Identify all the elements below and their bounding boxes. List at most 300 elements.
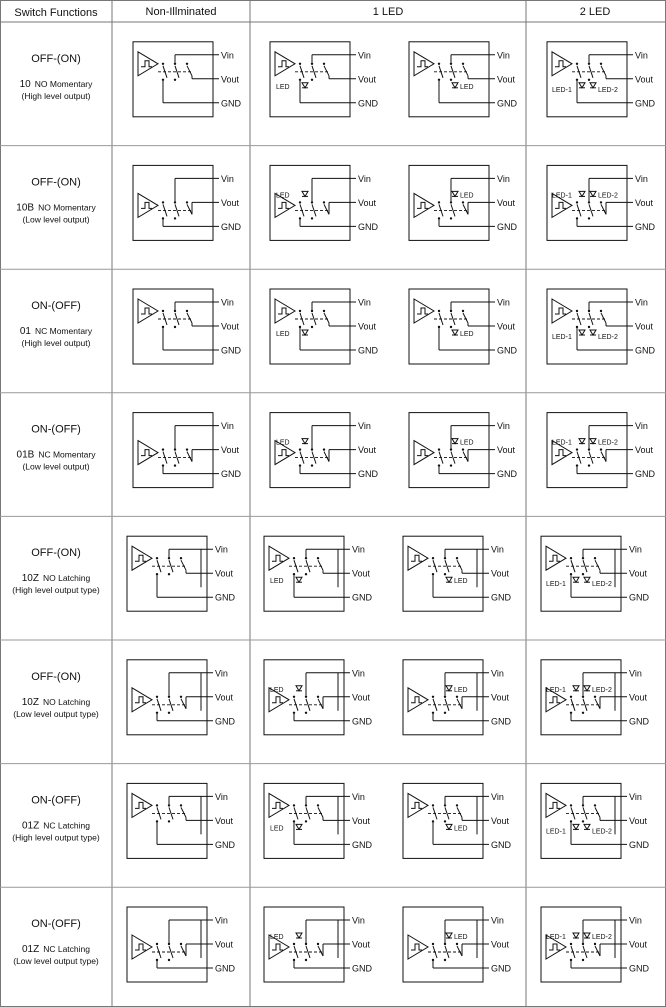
led-diode-icon (579, 330, 585, 335)
gnd-label: GND (497, 98, 517, 109)
contact-dot (432, 959, 434, 961)
wiring-diagram (409, 289, 518, 364)
contact-dot (432, 573, 434, 575)
contact-dot (588, 79, 590, 81)
gnd-label: GND (221, 469, 241, 480)
wiring-diagram (270, 413, 379, 488)
switch-type: NO Momentary (34, 78, 93, 89)
led-label: LED (276, 439, 290, 447)
vin-label: Vin (221, 173, 234, 184)
pulse-icon (278, 202, 289, 208)
pulse-icon (411, 944, 422, 950)
switch-blade (187, 452, 192, 462)
wiring-diagram (133, 413, 242, 488)
wiring-diagram (409, 42, 518, 117)
vin-label: Vin (352, 544, 365, 555)
contact-dot (162, 310, 164, 312)
switch-blade (595, 699, 600, 709)
switch-function-label: OFF-(ON) (31, 176, 81, 189)
driver-triangle-icon (414, 441, 434, 465)
switch-type-label (17, 450, 97, 461)
contact-dot (588, 464, 590, 466)
led-label: LED (270, 686, 284, 694)
driver-triangle-icon (132, 546, 152, 570)
gnd-label: GND (221, 345, 241, 356)
contact-dot (450, 310, 452, 312)
contact-dot (305, 943, 307, 945)
wiring-diagram (133, 165, 242, 240)
switch-type: NO Latching (42, 696, 91, 707)
switch-blade (187, 313, 192, 323)
led-label: LED (276, 192, 290, 200)
pulse-icon (411, 802, 422, 808)
switch-function-label: ON-(OFF) (31, 423, 81, 436)
output-level-label: (High level output) (21, 90, 91, 101)
led-label: LED (270, 825, 284, 833)
driver-triangle-icon (132, 688, 152, 712)
switch-function-label: OFF-(ON) (31, 670, 81, 683)
led-label: LED-2 (598, 86, 618, 94)
contact-dot (311, 310, 313, 312)
contact-dot (450, 326, 452, 328)
led-diode-icon (584, 933, 590, 938)
wiring-diagram (127, 907, 236, 982)
contact-dot (462, 63, 464, 65)
vin-label: Vin (352, 668, 365, 679)
vout-label: Vout (497, 321, 516, 332)
switch-type-label (20, 79, 93, 90)
pulse-icon (417, 450, 428, 456)
pulse-icon (272, 944, 283, 950)
contact-dot (444, 804, 446, 806)
switch-blade (324, 66, 329, 76)
led-diode-icon (590, 191, 596, 196)
contact-dot (156, 696, 158, 698)
contact-dot (162, 464, 164, 466)
wiring-diagram (547, 42, 656, 117)
switch-function-label: ON-(OFF) (31, 794, 81, 807)
contact-dot (444, 557, 446, 559)
vin-label: Vin (491, 544, 504, 555)
output-level-label: (Low level output) (22, 461, 90, 472)
led-label: LED-1 (552, 334, 572, 341)
pulse-icon (417, 61, 428, 67)
contact-dot (186, 448, 188, 450)
contact-dot (305, 696, 307, 698)
pulse-icon (278, 61, 289, 67)
switch-type-label (22, 573, 91, 584)
wiring-diagram (270, 42, 379, 117)
led-diode-icon (584, 824, 590, 829)
contact-dot (438, 217, 440, 219)
switch-blade (457, 699, 462, 709)
contact-dot (180, 943, 182, 945)
contact-dot (588, 63, 590, 65)
gnd-label: GND (215, 839, 235, 850)
header-row (14, 6, 610, 19)
led-diode-icon (302, 439, 308, 444)
vin-label: Vin (491, 668, 504, 679)
led-label: LED (460, 331, 474, 338)
contact-dot (311, 201, 313, 203)
driver-triangle-icon (552, 52, 572, 76)
vin-label: Vin (491, 915, 504, 926)
vin-label: Vin (491, 791, 504, 802)
led-label: LED-2 (598, 192, 618, 200)
contact-dot (588, 201, 590, 203)
driver-triangle-icon (132, 935, 152, 959)
driver-triangle-icon (414, 52, 434, 76)
vin-label: Vin (629, 668, 642, 679)
led-diode-icon (584, 577, 590, 582)
contact-dot (438, 326, 440, 328)
vin-label: Vin (497, 421, 510, 432)
contact-dot (432, 557, 434, 559)
wiring-diagram (541, 660, 650, 735)
switch-blade (324, 313, 329, 323)
contact-dot (594, 557, 596, 559)
gnd-label: GND (358, 221, 378, 232)
vin-label: Vin (352, 915, 365, 926)
contact-dot (323, 448, 325, 450)
driver-triangle-icon (546, 793, 566, 817)
led-label: LED-2 (592, 686, 612, 694)
led-diode-icon (584, 686, 590, 691)
switch-blade (601, 313, 606, 323)
output-level-label: (High level output type) (12, 585, 100, 596)
switch-type-label (16, 202, 96, 213)
led-diode-icon (446, 933, 452, 938)
contact-dot (305, 820, 307, 822)
driver-triangle-icon (275, 299, 295, 323)
vout-label: Vout (629, 692, 648, 703)
contact-dot (174, 448, 176, 450)
contact-dot (293, 573, 295, 575)
contact-dot (156, 573, 158, 575)
vout-label: Vout (491, 939, 510, 950)
contact-dot (186, 310, 188, 312)
contact-dot (594, 804, 596, 806)
contact-dot (450, 217, 452, 219)
wiring-diagram (541, 536, 650, 611)
vout-label: Vout (352, 815, 371, 826)
switch-blade (463, 452, 468, 462)
gnd-label: GND (352, 963, 372, 974)
led-label: LED (460, 192, 474, 200)
pulse-icon (272, 802, 283, 808)
switch-code: 01B (16, 449, 35, 461)
switch-blade (181, 807, 186, 817)
vin-label: Vin (215, 915, 228, 926)
table-row (13, 660, 649, 735)
contact-dot (444, 712, 446, 714)
led-diode-icon (573, 577, 579, 582)
vout-label: Vout (358, 74, 377, 85)
led-label: LED-1 (552, 192, 572, 200)
switch-blade (181, 699, 186, 709)
driver-triangle-icon (414, 193, 434, 217)
gnd-label: GND (352, 716, 372, 727)
contact-dot (600, 201, 602, 203)
led-diode-icon (302, 330, 308, 335)
vout-label: Vout (491, 692, 510, 703)
switch-blade (318, 807, 323, 817)
gnd-label: GND (629, 839, 649, 850)
contact-dot (432, 712, 434, 714)
led-label: LED (460, 439, 474, 447)
contact-dot (570, 943, 572, 945)
gnd-label: GND (635, 221, 655, 232)
contact-dot (594, 943, 596, 945)
contact-dot (168, 712, 170, 714)
contact-dot (293, 696, 295, 698)
led-label: LED (270, 578, 284, 586)
contact-dot (186, 201, 188, 203)
header-two-led: 2 LED (579, 6, 611, 18)
contact-dot (456, 943, 458, 945)
pulse-icon (135, 697, 146, 703)
pulse-icon (555, 202, 566, 208)
led-diode-icon (590, 330, 596, 335)
led-diode-icon (579, 83, 585, 88)
gnd-label: GND (352, 592, 372, 603)
gnd-label: GND (497, 221, 517, 232)
switch-code: 01Z (21, 820, 40, 832)
vout-label: Vout (352, 568, 371, 579)
switch-type-label (22, 697, 91, 708)
wiring-diagram (270, 165, 379, 240)
contact-dot (432, 820, 434, 822)
pulse-icon (549, 944, 560, 950)
pulse-icon (135, 555, 146, 561)
wiring-diagram (264, 660, 373, 735)
contact-dot (576, 448, 578, 450)
vin-label: Vin (635, 173, 648, 184)
vout-label: Vout (215, 939, 234, 950)
switch-blade (463, 66, 468, 76)
led-diode-icon (452, 330, 458, 335)
vout-label: Vout (221, 197, 240, 208)
vin-label: Vin (221, 297, 234, 308)
switch-blade (324, 204, 329, 214)
pulse-icon (411, 697, 422, 703)
contact-dot (299, 326, 301, 328)
vin-label: Vin (497, 173, 510, 184)
contact-dot (168, 820, 170, 822)
contact-dot (582, 959, 584, 961)
led-diode-icon (590, 83, 596, 88)
contact-dot (570, 959, 572, 961)
switch-code: 10Z (21, 696, 39, 708)
contact-dot (311, 79, 313, 81)
switch-blade (463, 204, 468, 214)
switch-blade (181, 946, 186, 956)
switch-type-label (20, 326, 93, 337)
contact-dot (444, 820, 446, 822)
driver-triangle-icon (408, 935, 428, 959)
contact-dot (305, 557, 307, 559)
contact-dot (293, 712, 295, 714)
led-label: LED-1 (546, 686, 566, 694)
wiring-diagram (133, 42, 242, 117)
vin-label: Vin (358, 173, 371, 184)
driver-triangle-icon (414, 299, 434, 323)
contact-dot (168, 943, 170, 945)
wiring-diagram (270, 289, 379, 364)
wiring-diagram (133, 289, 242, 364)
switch-blade (187, 204, 192, 214)
driver-triangle-icon (408, 688, 428, 712)
vin-label: Vin (221, 50, 234, 61)
contact-dot (438, 63, 440, 65)
vin-label: Vin (358, 421, 371, 432)
contact-dot (594, 696, 596, 698)
contact-dot (168, 959, 170, 961)
vout-label: Vout (629, 815, 648, 826)
contact-dot (162, 201, 164, 203)
contact-dot (582, 573, 584, 575)
driver-triangle-icon (138, 299, 158, 323)
vin-label: Vin (629, 915, 642, 926)
contact-dot (582, 712, 584, 714)
contact-dot (299, 201, 301, 203)
contact-dot (299, 310, 301, 312)
header-switch-functions: Switch Functions (14, 7, 98, 19)
contact-dot (174, 79, 176, 81)
contact-dot (576, 217, 578, 219)
switch-blade (187, 66, 192, 76)
contact-dot (582, 696, 584, 698)
led-label: LED (270, 934, 284, 941)
led-diode-icon (296, 824, 302, 829)
switch-function-label: OFF-(ON) (31, 52, 81, 65)
pulse-icon (141, 202, 152, 208)
table-row (12, 536, 649, 611)
switch-blade (457, 807, 462, 817)
contact-dot (293, 557, 295, 559)
wiring-diagram (409, 413, 518, 488)
led-diode-icon (573, 686, 579, 691)
output-level-label: (High level output type) (12, 832, 100, 843)
contact-dot (180, 696, 182, 698)
contact-dot (293, 820, 295, 822)
contact-dot (305, 573, 307, 575)
pulse-icon (417, 202, 428, 208)
contact-dot (317, 804, 319, 806)
header-one-led: 1 LED (372, 6, 404, 18)
switch-type-label (22, 944, 90, 955)
pulse-icon (555, 308, 566, 314)
wiring-diagram (547, 413, 656, 488)
contact-dot (576, 63, 578, 65)
contact-dot (162, 79, 164, 81)
contact-dot (570, 557, 572, 559)
vout-label: Vout (635, 74, 654, 85)
switch-type: NC Momentary (34, 326, 93, 336)
contact-dot (576, 201, 578, 203)
contact-dot (299, 448, 301, 450)
contact-dot (156, 959, 158, 961)
switch-type: NO Momentary (38, 202, 96, 213)
switch-code: 10B (16, 202, 35, 214)
gnd-label: GND (497, 345, 517, 356)
contact-dot (462, 310, 464, 312)
contact-dot (444, 959, 446, 961)
vout-label: Vout (497, 74, 516, 85)
led-label: LED-2 (598, 334, 618, 341)
wiring-diagram (403, 907, 512, 982)
switch-blade (595, 946, 600, 956)
contact-dot (576, 326, 578, 328)
contact-dot (162, 63, 164, 65)
switch-code: 10 (19, 78, 31, 90)
contact-dot (444, 696, 446, 698)
wiring-diagram (547, 289, 656, 364)
contact-dot (299, 217, 301, 219)
switch-blade (318, 560, 323, 570)
contact-dot (432, 804, 434, 806)
led-label: LED (460, 83, 474, 91)
led-diode-icon (296, 686, 302, 691)
switch-blade (601, 452, 606, 462)
gnd-label: GND (629, 592, 649, 603)
led-label: LED (454, 578, 468, 586)
contact-dot (456, 804, 458, 806)
led-label: LED (454, 934, 468, 941)
vout-label: Vout (358, 321, 377, 332)
contact-dot (168, 696, 170, 698)
led-label: LED (276, 83, 290, 91)
led-diode-icon (296, 933, 302, 938)
vout-label: Vout (635, 197, 654, 208)
contact-dot (311, 448, 313, 450)
contact-dot (570, 573, 572, 575)
contact-dot (162, 448, 164, 450)
vin-label: Vin (497, 50, 510, 61)
driver-triangle-icon (138, 52, 158, 76)
contact-dot (162, 217, 164, 219)
led-diode-icon (452, 439, 458, 444)
led-label: LED (276, 331, 290, 338)
contact-dot (317, 696, 319, 698)
led-diode-icon (590, 439, 596, 444)
vin-label: Vin (221, 421, 234, 432)
vout-label: Vout (352, 939, 371, 950)
contact-dot (450, 79, 452, 81)
contact-dot (174, 201, 176, 203)
contact-dot (317, 943, 319, 945)
driver-triangle-icon (269, 546, 289, 570)
switch-type: NC Latching (43, 944, 91, 954)
driver-triangle-icon (408, 546, 428, 570)
vout-label: Vout (629, 568, 648, 579)
vout-label: Vout (221, 74, 240, 85)
wiring-diagram (264, 536, 373, 611)
pulse-icon (555, 61, 566, 67)
vout-label: Vout (497, 197, 516, 208)
contact-dot (174, 217, 176, 219)
switch-blade (457, 946, 462, 956)
contact-dot (588, 448, 590, 450)
led-diode-icon (302, 191, 308, 196)
contact-dot (174, 464, 176, 466)
contact-dot (582, 557, 584, 559)
contact-dot (582, 820, 584, 822)
pulse-icon (135, 802, 146, 808)
contact-dot (323, 201, 325, 203)
pulse-icon (549, 555, 560, 561)
led-label: LED-1 (546, 934, 566, 941)
